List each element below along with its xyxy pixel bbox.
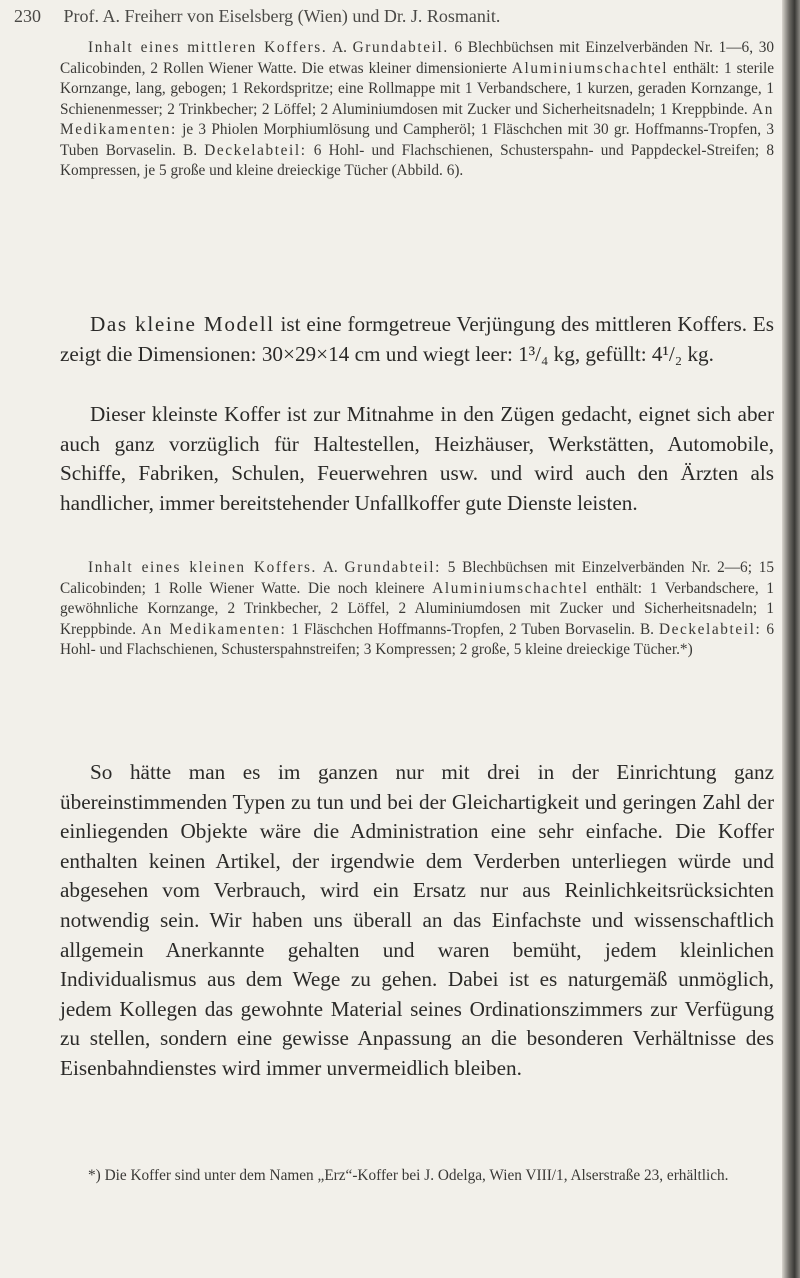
footnote-text: *) Die Koffer sind unter dem Namen „Erz“-Koffer bei J. Odelga, Wien VIII/1, Alserstraße 23, erhältlich.: [88, 1167, 729, 1184]
page-edge-shadow: [782, 0, 800, 1278]
emphasized-term: Das kleine Modell: [90, 312, 275, 336]
text-run: 1 Fläschchen Hoffmanns-Tropfen, 2 Tuben Borvaselin. B.: [286, 620, 659, 638]
text-run: 6 Hohl- und Flachschienen, Schusterspahn- und Pappdeckel-Streifen; 8 Kompressen, je 5 große und kleine dreieckige Tücher (Abbild. 6).: [60, 141, 774, 179]
section-subhead: An Medikamenten:: [60, 100, 774, 138]
section-subhead: Grundabteil:: [344, 559, 441, 576]
paragraph-text: So hätte man es im ganzen nur mit drei in der Einrichtung ganz übereinstimmenden Typen zu tun und bei der Gleichartigkeit und geringen Zahl der einliegenden Objekte wäre die Administration eine sehr einfache. Die Koffer enthalten keinen Artikel, der irgendwie dem Verderben unterliegen würde und abgesehen vom Verbrauch, wird ein Ersatz nur aus Reinlichkeitsrücksichten notwendig sein. Wir haben uns überall an das Einfachste und wissenschaftlich allgemein Anerkannte gehalten und waren bemüht, jedem kleinlichen Individualismus aus dem Wege zu gehen. Dabei ist es naturgemäß unmöglich, jedem Kollegen das gewohnte Material seines Ordinationszimmers zur Verfügung zu stellen, sondern eine gewisse Anpassung an die besonderen Verhältnisse des Eisenbahndienstes wird immer unvermeidlich bleiben.: [60, 760, 774, 1080]
paragraph-text: ist eine formgetreue Verjüngung des mittleren Koffers. Es zeigt die Dimensionen: 30×29×14 cm und wiegt leer: 1³/₄ kg, gefüllt: 4¹/₂ kg.: [60, 312, 774, 366]
text-run: enthält: 1 sterile Kornzange, lang, gebogen; 1 Rekordspritze; eine Rollmappe mit 1 Verbandschere, 1 kurzen, geraden Kornzange, 1 Schienenmesser; 2 Trinkbecher; 2 Löffel; 2 Aluminiumdosen mit Zucker und Sicherheitsnadeln; 1 Kreppbinde.: [60, 59, 774, 118]
page-number: 230: [14, 6, 41, 26]
text-run: enthält: 1 Verbandschere, 1 gewöhnliche Kornzange, 2 Trinkbecher, 2 Löffel, 2 Aluminiumdosen mit Zucker und Sicherheitsnadeln; 1 Kreppbinde.: [60, 579, 774, 638]
footnote: [60, 1166, 774, 1187]
text-run: A.: [317, 559, 345, 576]
paragraph-small-model: [60, 310, 774, 369]
section-subhead: Deckelabteil:: [658, 620, 762, 638]
section-lead: Inhalt eines mittleren Koffers.: [88, 39, 328, 56]
section-lead: Inhalt eines kleinen Koffers.: [88, 559, 317, 576]
text-run: 6 Hohl- und Flachschienen, Schusterspahnstreifen; 3 Kompressen; 2 große, 5 kleine dreieckige Tücher.*): [60, 620, 774, 658]
medium-case-contents: [60, 38, 774, 182]
text-run: 6 Blechbüchsen mit Einzelverbänden Nr. 1—6, 30 Calicobinden, 2 Rollen Wiener Watte. Die etwas kleiner dimensionierte: [60, 39, 774, 77]
text-run: A.: [327, 39, 353, 56]
running-title: Prof. A. Freiherr von Eiselsberg (Wien) und Dr. J. Rosmanit.: [63, 6, 501, 26]
section-subhead: Aluminiumschachtel: [432, 579, 589, 597]
text-run: je 3 Phiolen Morphiumlösung und Campheröl; 1 Fläschchen mit 30 gr. Hoffmanns-Tropfen, 3 Tuben Borvaselin. B.: [60, 121, 774, 159]
section-subhead: Grundabteil.: [352, 39, 449, 56]
paragraph-usage: [60, 400, 774, 518]
text-run: 5 Blechbüchsen mit Einzelverbänden Nr. 2—6; 15 Calicobinden; 1 Rolle Wiener Watte. Die noch kleinere: [60, 559, 774, 597]
section-subhead: An Medikamenten:: [141, 620, 287, 638]
small-case-contents: [60, 558, 774, 661]
paragraph-administration: [60, 758, 774, 1084]
running-header: [14, 6, 774, 27]
section-subhead: Aluminiumschachtel: [511, 59, 669, 77]
paragraph-text: Dieser kleinste Koffer ist zur Mitnahme in den Zügen gedacht, eignet sich aber auch ganz vorzüglich für Haltestellen, Heizhäuser, Werkstätten, Automobile, Schiffe, Fabriken, Schulen, Feuerwehren usw. und wird auch den Ärzten als handlicher, immer bereitstehender Unfallkoffer gute Dienste leisten.: [60, 402, 774, 515]
section-subhead: Deckelabteil:: [204, 141, 307, 159]
